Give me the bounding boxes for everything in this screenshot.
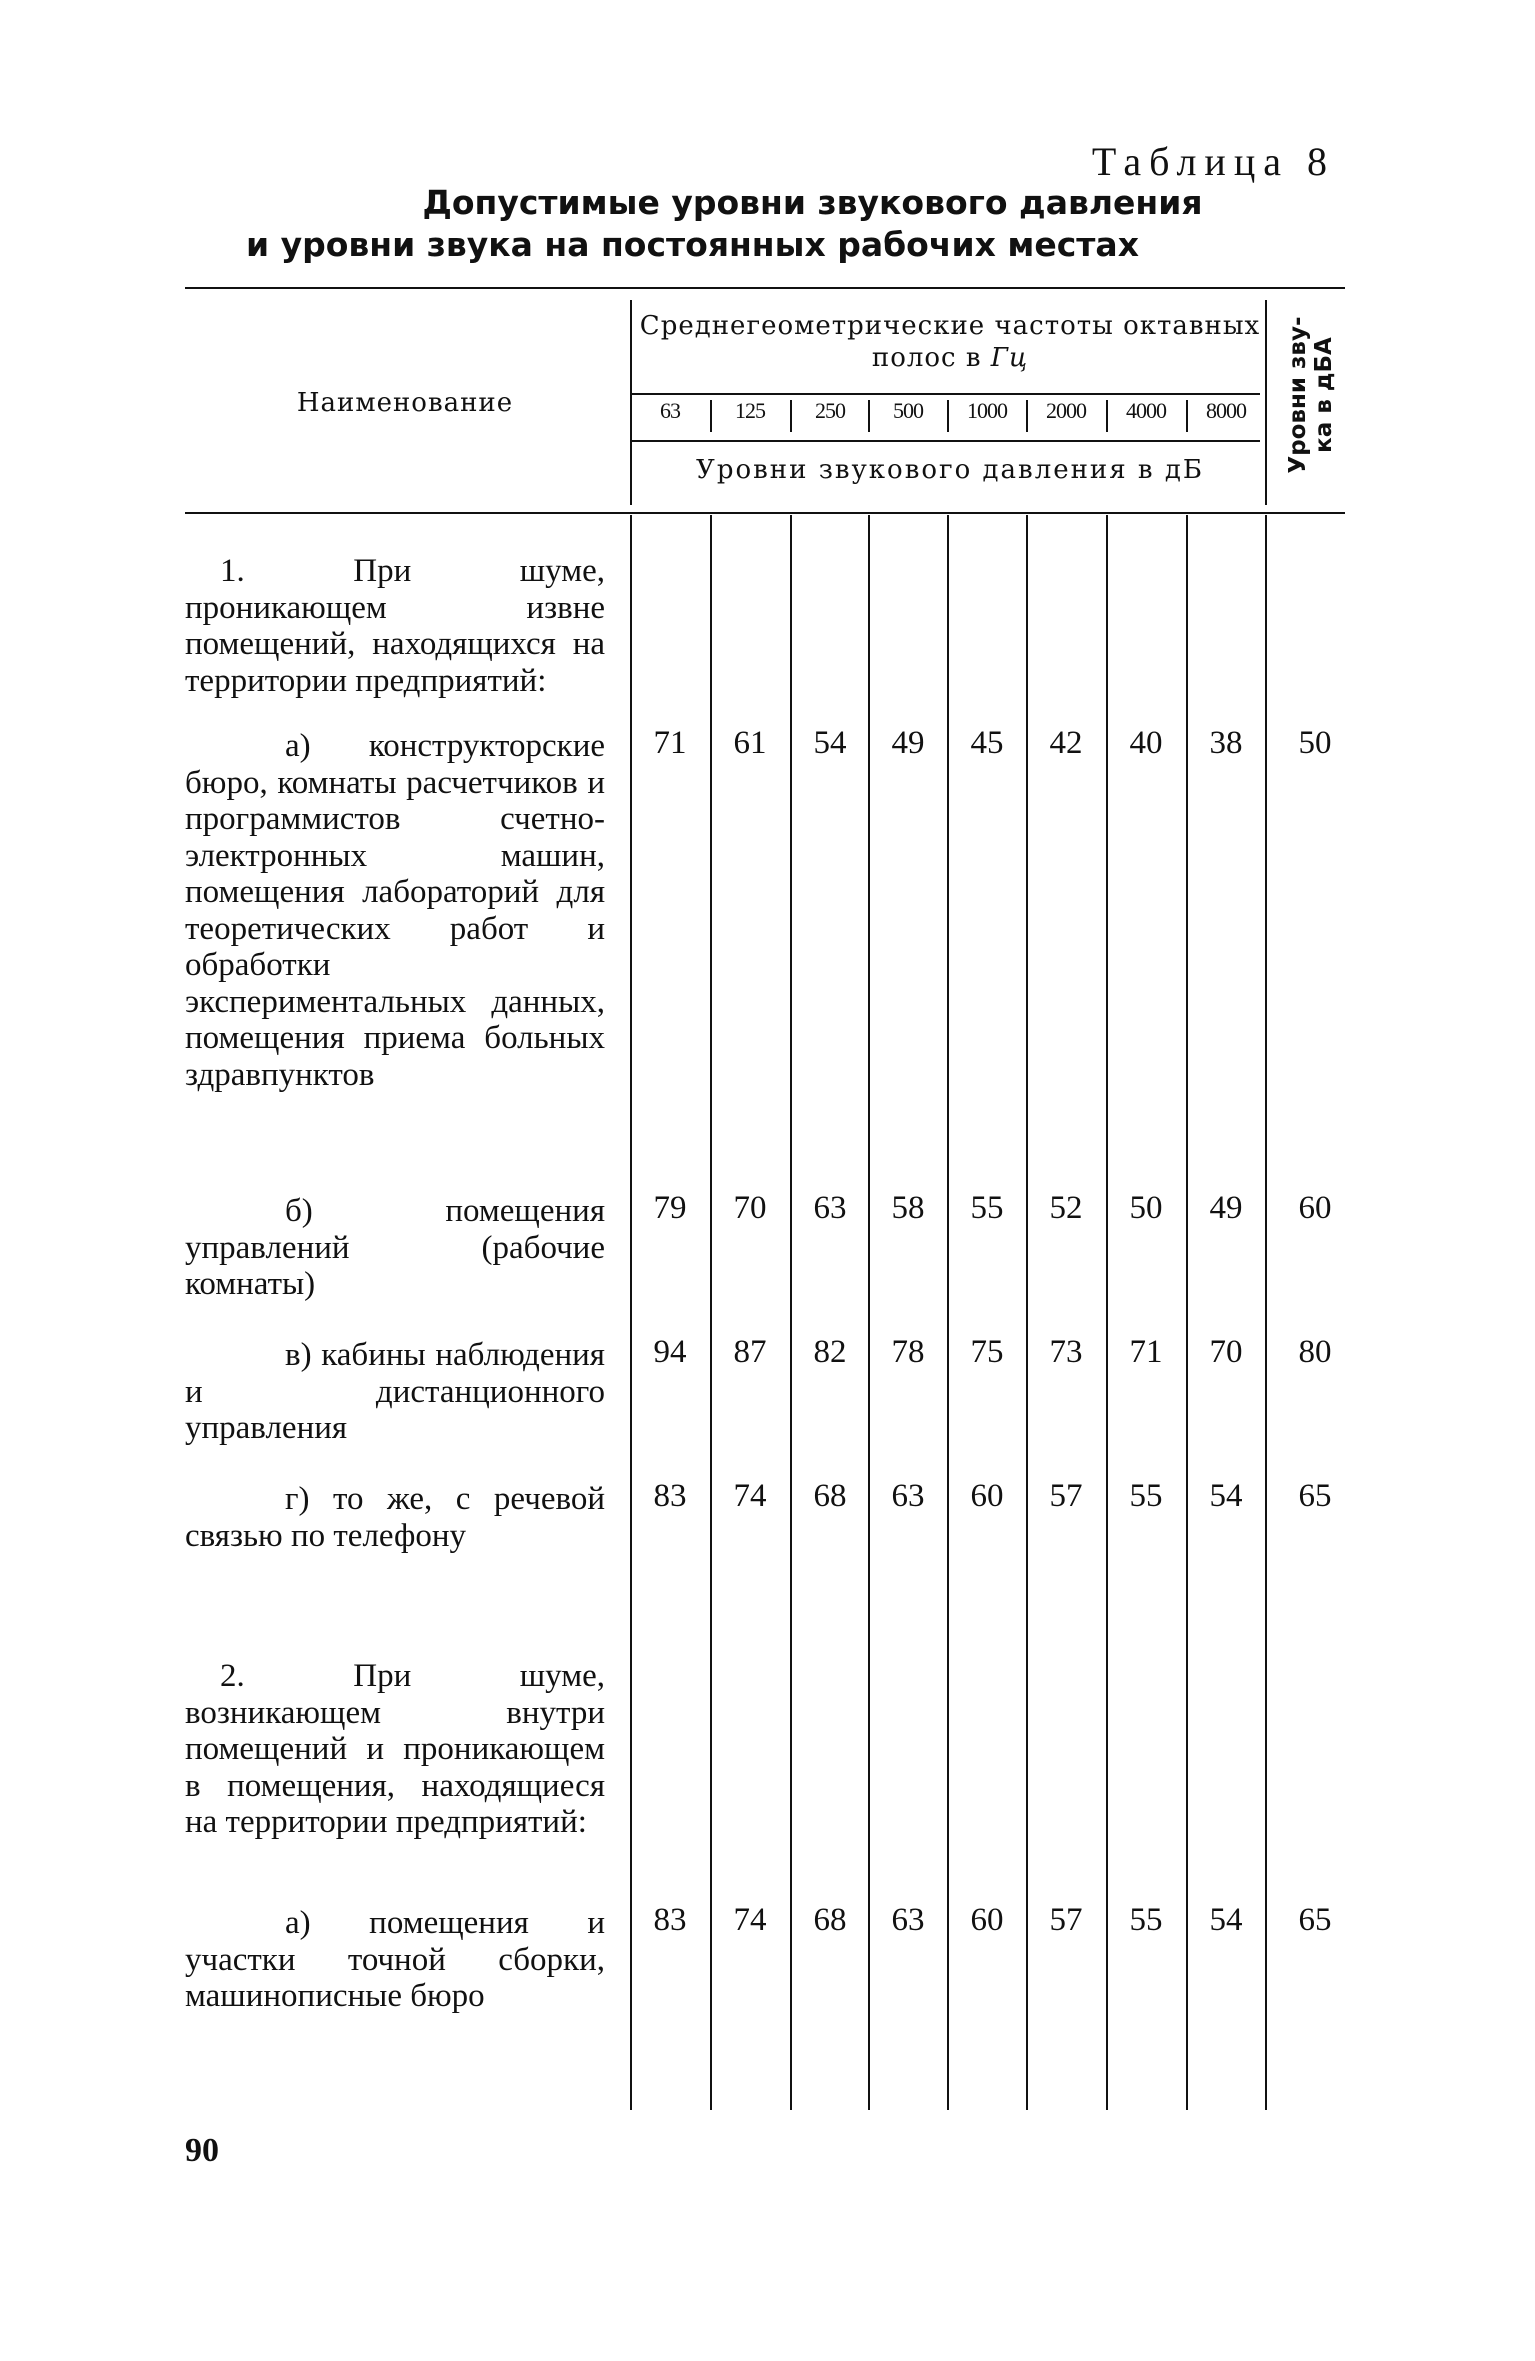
table-cell-dba: 60 [1298, 1190, 1332, 1226]
frequency-divider [1026, 400, 1028, 432]
frequency-cell: 500 [893, 398, 923, 423]
table-cell: 83 [653, 1902, 687, 1938]
table-cell: 83 [653, 1478, 687, 1514]
table-cell: 54 [813, 725, 847, 761]
frequency-cell: 8000 [1206, 398, 1246, 423]
title-line-1: Допустимые уровни звукового давления [422, 183, 1203, 222]
table-cell: 63 [813, 1190, 847, 1226]
table-cell: 58 [891, 1190, 925, 1226]
table-cell: 52 [1049, 1190, 1083, 1226]
frequency-cell: 250 [815, 398, 845, 423]
header-sound-level [1285, 285, 1335, 505]
table-cell: 60 [970, 1902, 1004, 1938]
table-cell: 71 [653, 725, 687, 761]
header-sound-level-line-1: Уровни зву- [1285, 316, 1311, 474]
table-cell: 71 [1129, 1334, 1163, 1370]
table-cell: 70 [1209, 1334, 1243, 1370]
table-cell: 55 [970, 1190, 1004, 1226]
table-cell: 70 [733, 1190, 767, 1226]
frequency-cell: 2000 [1046, 398, 1086, 423]
row-section-2: 2. При шуме, возникающем внутри помещений и проникающем в помещения, находящиеся на территории предприятий: [185, 1658, 605, 1840]
frequency-cell: 125 [735, 398, 765, 423]
frequency-divider [947, 400, 949, 432]
row-2a: а) помещения и участки точной сборки, машинописные бюро [185, 1905, 605, 2014]
table-cell: 68 [813, 1478, 847, 1514]
header-frequencies-title [630, 310, 1270, 374]
frequency-divider [868, 400, 870, 432]
table-cell: 60 [970, 1478, 1004, 1514]
frequency-divider [1106, 400, 1108, 432]
table-cell: 94 [653, 1334, 687, 1370]
table-cell: 75 [970, 1334, 1004, 1370]
table-cell-dba: 65 [1298, 1478, 1332, 1514]
title-line-2: и уровни звука на постоянных рабочих местах [246, 225, 1139, 264]
header-frequencies-unit: Гц [990, 343, 1029, 373]
table-cell: 45 [970, 725, 1004, 761]
frequency-cell: 63 [660, 398, 680, 423]
table-cell: 63 [891, 1478, 925, 1514]
table-cell: 40 [1129, 725, 1163, 761]
table-cell: 82 [813, 1334, 847, 1370]
row-1d: г) то же, с речевой связью по телефону [185, 1481, 605, 1554]
table-cell: 61 [733, 725, 767, 761]
body-column-line [1265, 515, 1267, 2110]
frequency-divider [710, 400, 712, 432]
table-cell-dba: 80 [1298, 1334, 1332, 1370]
table-cell: 54 [1209, 1478, 1243, 1514]
page-number: 90 [185, 2132, 219, 2169]
freq-sub-rule [630, 393, 1260, 395]
table-label: Таблица 8 [1091, 139, 1335, 184]
freq-bottom-rule [630, 440, 1260, 442]
table-cell: 55 [1129, 1902, 1163, 1938]
table-cell: 42 [1049, 725, 1083, 761]
header-bottom-rule [185, 512, 1345, 514]
table-cell: 55 [1129, 1478, 1163, 1514]
table-cell: 74 [733, 1478, 767, 1514]
row-1c: в) кабины наблюдения и дистанционного управления [185, 1337, 605, 1446]
table-cell: 38 [1209, 725, 1243, 761]
top-rule [185, 287, 1345, 289]
table-cell: 57 [1049, 1902, 1083, 1938]
table-cell: 50 [1129, 1190, 1163, 1226]
row-1b: б) помещения управлений (рабочие комнаты) [185, 1193, 605, 1302]
header-pressure-levels: Уровни звукового давления в дБ [696, 455, 1204, 485]
row-1a: а) конструкторские бюро, комнаты расчетчиков и программистов счетно-электронных машин, помещения лабораторий для теоретических работ и обработки экспериментальных данных, помещения приема больных здравпунктов [185, 728, 605, 1093]
table-cell: 87 [733, 1334, 767, 1370]
table-cell: 79 [653, 1190, 687, 1226]
header-frequencies-text: Среднегеометрические частоты октавных полос в [639, 311, 1261, 373]
frequency-cell: 4000 [1126, 398, 1166, 423]
table-cell: 68 [813, 1902, 847, 1938]
table-cell: 54 [1209, 1902, 1243, 1938]
table-cell: 63 [891, 1902, 925, 1938]
table-cell: 49 [891, 725, 925, 761]
table-title [0, 182, 1535, 266]
table-cell: 74 [733, 1902, 767, 1938]
table-cell-dba: 65 [1298, 1902, 1332, 1938]
frequency-divider [1186, 400, 1188, 432]
table-cell-dba: 50 [1298, 725, 1332, 761]
header-sound-level-line-2: ка в дБА [1311, 337, 1337, 453]
row-section-1: 1. При шуме, проникающем извне помещений, находящихся на территории предприятий: [185, 553, 605, 699]
table-cell: 73 [1049, 1334, 1083, 1370]
table-cell: 57 [1049, 1478, 1083, 1514]
header-name: Наименование [296, 388, 514, 418]
table-cell: 49 [1209, 1190, 1243, 1226]
frequency-divider [790, 400, 792, 432]
table-cell: 78 [891, 1334, 925, 1370]
frequency-cell: 1000 [967, 398, 1007, 423]
